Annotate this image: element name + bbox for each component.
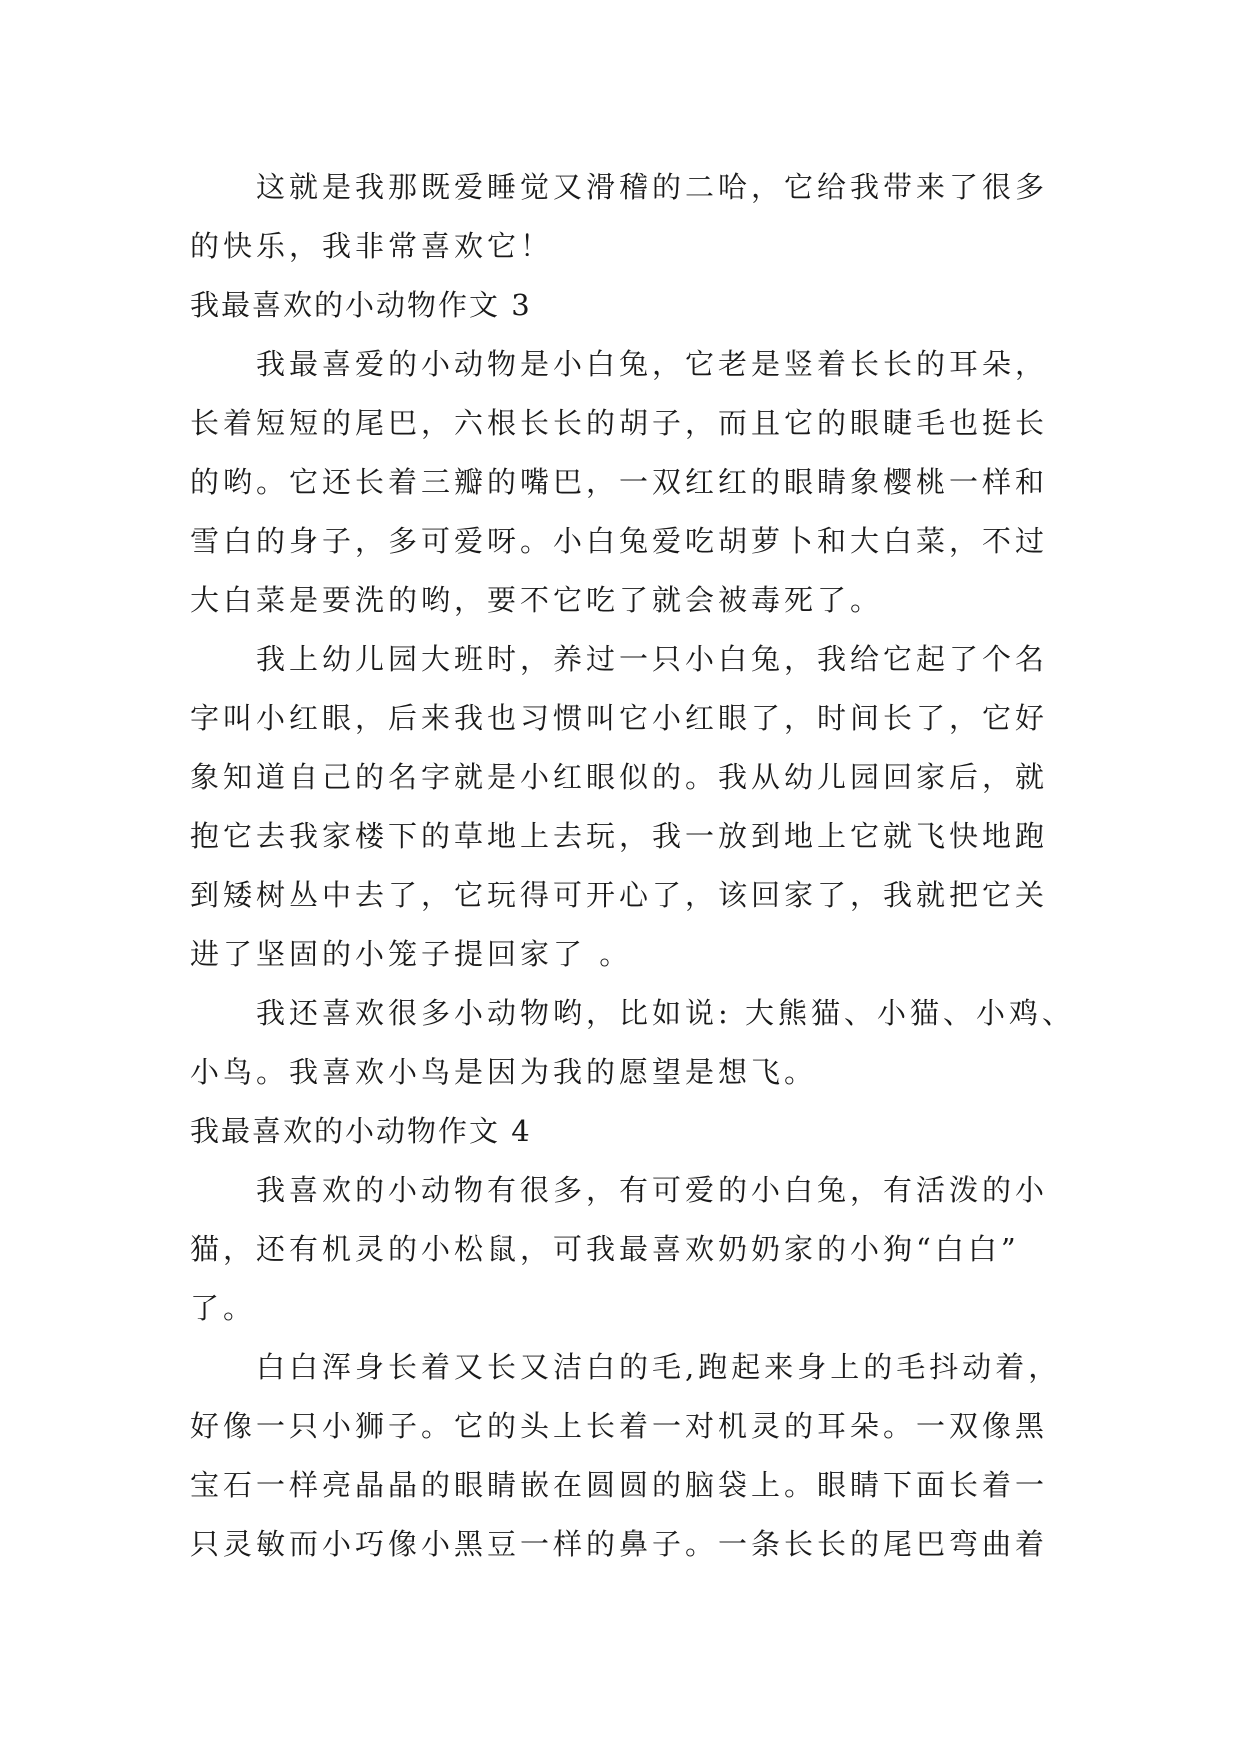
text-line: 的快乐，我非常喜欢它！ bbox=[190, 229, 554, 263]
text-line: 这就是我那既爱睡觉又滑稽的二哈，它给我带来了很多 bbox=[256, 170, 1049, 204]
paragraph bbox=[190, 984, 1075, 1102]
text-line: 我上幼儿园大班时，养过一只小白兔，我给它起了个名 bbox=[256, 642, 1049, 676]
text-line: 我还喜欢很多小动物哟，比如说: 大熊猫、小猫、小鸡、 bbox=[256, 996, 1075, 1030]
paragraph bbox=[190, 630, 1050, 984]
text-line: 雪白的身子，多可爱呀。小白兔爱吃胡萝卜和大白菜，不过 bbox=[190, 524, 1049, 558]
section-heading: 我最喜欢的小动物作文 4 bbox=[190, 1114, 532, 1148]
text-line: 抱它去我家楼下的草地上去玩，我一放到地上它就飞快地跑 bbox=[190, 819, 1049, 853]
text-line: 猫，还有机灵的小松鼠，可我最喜欢奶奶家的小狗“白白” bbox=[190, 1232, 1020, 1266]
text-line: 到矮树丛中去了，它玩得可开心了，该回家了，我就把它关 bbox=[190, 878, 1049, 912]
text-line: 我喜欢的小动物有很多，有可爱的小白兔，有活泼的小 bbox=[256, 1173, 1049, 1207]
text-line: 小鸟。我喜欢小鸟是因为我的愿望是想飞。 bbox=[190, 1055, 818, 1089]
text-line: 宝石一样亮晶晶的眼睛嵌在圆圆的脑袋上。眼睛下面长着一 bbox=[190, 1468, 1049, 1502]
section-heading: 我最喜欢的小动物作文 3 bbox=[190, 288, 532, 322]
paragraph bbox=[190, 1338, 1062, 1574]
text-line: 进了坚固的小笼子提回家了 。 bbox=[190, 937, 633, 971]
paragraph bbox=[190, 335, 1050, 630]
document-body bbox=[190, 158, 1075, 1574]
text-line: 字叫小红眼，后来我也习惯叫它小红眼了，时间长了，它好 bbox=[190, 701, 1049, 735]
text-line: 好像一只小狮子。它的头上长着一对机灵的耳朵。一双像黑 bbox=[190, 1409, 1049, 1443]
paragraph bbox=[190, 158, 1050, 276]
text-line: 只灵敏而小巧像小黑豆一样的鼻子。一条长长的尾巴弯曲着 bbox=[190, 1527, 1049, 1561]
text-line: 了。 bbox=[190, 1291, 257, 1325]
text-line: 大白菜是要洗的哟，要不它吃了就会被毒死了。 bbox=[190, 583, 884, 617]
paragraph bbox=[190, 1161, 1050, 1338]
text-line: 象知道自己的名字就是小红眼似的。我从幼儿园回家后，就 bbox=[190, 760, 1049, 794]
text-line: 我最喜爱的小动物是小白兔，它老是竖着长长的耳朵， bbox=[256, 347, 1049, 381]
text-line: 的哟。它还长着三瓣的嘴巴，一双红红的眼睛象樱桃一样和 bbox=[190, 465, 1049, 499]
text-line: 白白浑身长着又长又洁白的毛,跑起来身上的毛抖动着， bbox=[256, 1350, 1062, 1384]
text-line: 长着短短的尾巴，六根长长的胡子，而且它的眼睫毛也挺长 bbox=[190, 406, 1049, 440]
